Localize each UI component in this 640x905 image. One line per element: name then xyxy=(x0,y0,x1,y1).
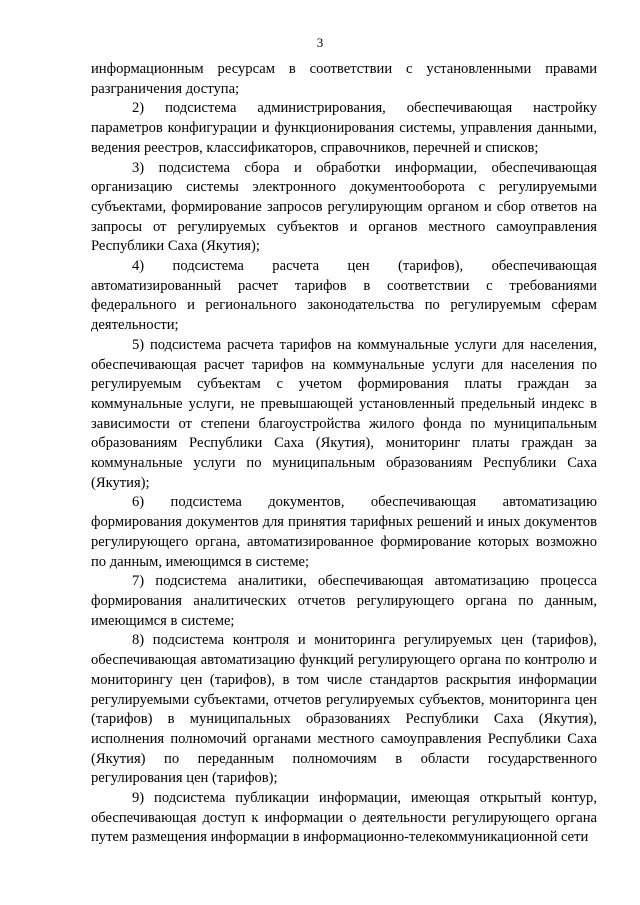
list-item-5-utility-tariff-subsystem: 5) подсистема расчета тарифов на коммунальные услуги для населения, обеспечивающая расчет тарифов на коммунальные услуги для населения по регулируемым субъектам с учетом формирования платы граждан за коммунальные услуги, не превышающей установленный предельный индекс в зависимости от степени благоустройства жилого фонда по муниципальным образованиям Республики Саха (Якутия), мониторинг платы граждан за коммунальные услуги по муниципальным образованиям Республики Саха (Якутия); xyxy=(91,336,597,491)
page-number: 3 xyxy=(316,35,324,50)
list-item-8-control-subsystem: 8) подсистема контроля и мониторинга регулируемых цен (тарифов), обеспечивающая автоматизацию функций регулирующего органа по контролю и мониторингу цен (тарифов), в том числе стандартов раскрытия информации регулируемыми субъектами, отчетов регулируемых субъектов, мониторинга цен (тарифов) в муниципальных образованиях Республики Саха (Якутия), исполнения полномочий органами местного самоуправления Республики Саха (Якутия) по переданным полномочиям в области государственного регулирования цен (тарифов); xyxy=(91,632,597,787)
document-body xyxy=(91,60,597,848)
list-item-9-publication-subsystem: 9) подсистема публикации информации, имеющая открытый контур, обеспечивающая доступ к информации о деятельности регулирующего органа путем размещения информации в информационно-телекоммуникационной сети xyxy=(91,790,597,846)
list-item-3-collection-subsystem: 3) подсистема сбора и обработки информации, обеспечивающая организацию системы электронного документооборота с регулируемыми субъектами, формирование запросов регулирующим органом и сбор ответов на запросы от регулируемых субъектов и органов местного самоуправления Республики Саха (Якутия); xyxy=(91,159,597,255)
list-item-6-documents-subsystem: 6) подсистема документов, обеспечивающая автоматизацию формирования документов для принятия тарифных решений и иных документов регулирующего органа, автоматизированное формирование которых возможно по данным, имеющимся в системе; xyxy=(91,494,597,570)
list-item-7-analytics-subsystem: 7) подсистема аналитики, обеспечивающая автоматизацию процесса формирования аналитических отчетов регулирующего органа по данным, имеющимся в системе; xyxy=(91,573,597,629)
list-item-4-pricing-subsystem: 4) подсистема расчета цен (тарифов), обеспечивающая автоматизированный расчет тарифов в соответствии с требованиями федерального и регионального законодательства по регулируемым сферам деятельности; xyxy=(91,258,597,334)
list-item-2-admin-subsystem: 2) подсистема администрирования, обеспечивающая настройку параметров конфигурации и функционирования системы, управления данными, ведения реестров, классификаторов, справочников, перечней и списков; xyxy=(91,100,597,156)
paragraph-continuation: информационным ресурсам в соответствии с установленными правами разграничения доступа; xyxy=(91,61,597,97)
